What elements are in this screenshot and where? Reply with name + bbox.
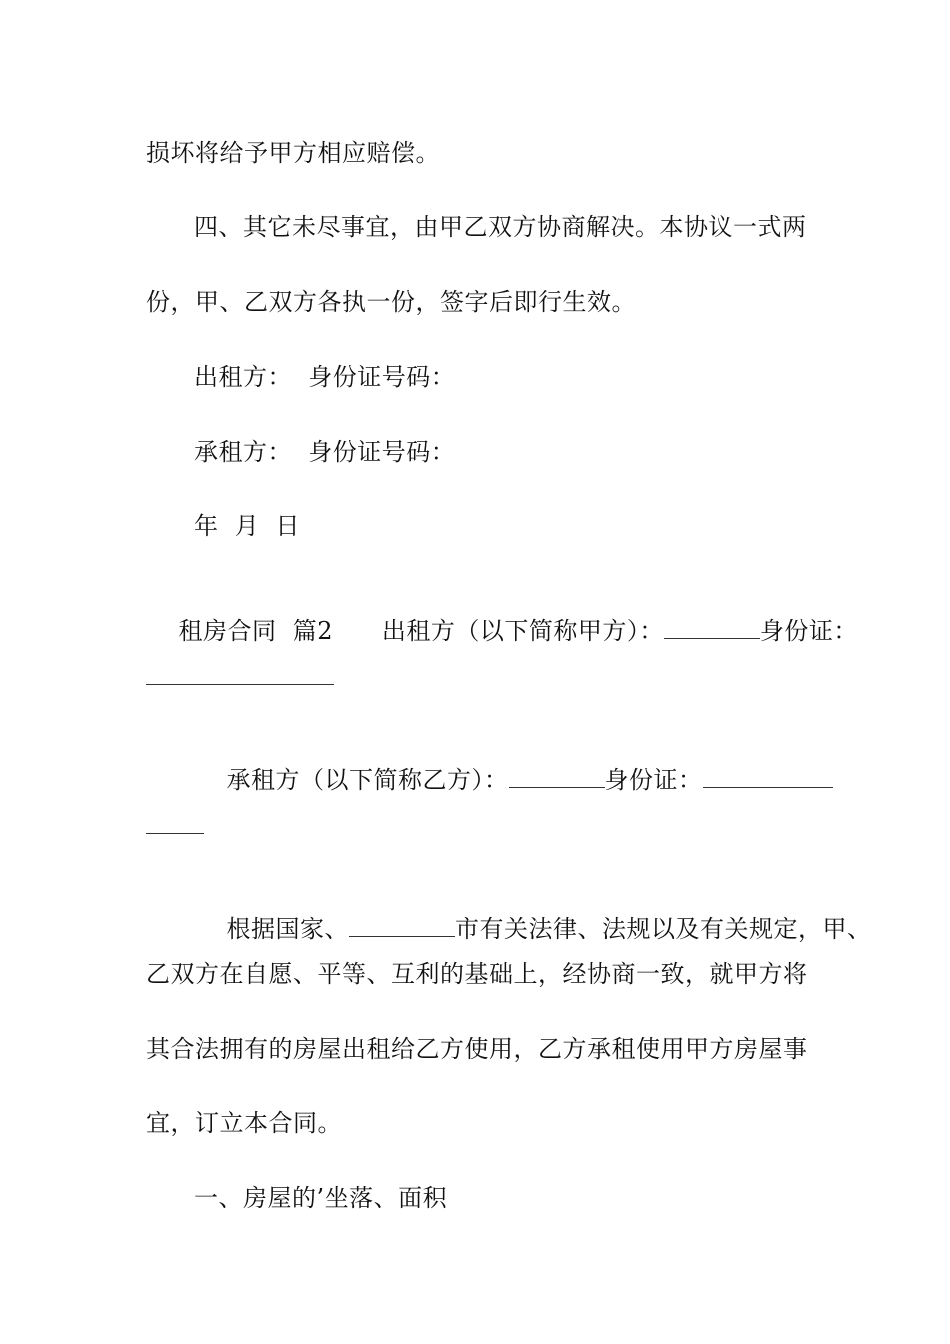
lessee-id-blank-continued: [146, 833, 204, 834]
lessee-id-blank: [703, 765, 833, 788]
date-line: 年 月 日: [194, 512, 301, 540]
contract-heading-line: [146, 586, 858, 676]
lessor-name-blank: [664, 616, 760, 639]
paragraph-line: 份，甲、乙双方各执一份，签字后即行生效。: [146, 288, 636, 316]
id-label: 身份证：: [759, 617, 858, 645]
lessor-id-blank: [146, 684, 334, 685]
paragraph-line: 宜，订立本合同。: [146, 1109, 342, 1137]
paragraph-line: 损坏将给予甲方相应赔偿。: [146, 139, 440, 167]
basis-text-end: 市有关法律、法规以及有关规定，甲、: [455, 915, 872, 943]
lessee-name-blank: [509, 765, 605, 788]
id-label: 身份证：: [604, 766, 703, 794]
paragraph-line: 其合法拥有的房屋出租给乙方使用，乙方承租使用甲方房屋事: [146, 1035, 808, 1063]
lessor-id-line: 出租方： 身份证号码：: [194, 363, 456, 391]
clause-four-line: 四、其它未尽事宜，由甲乙双方协商解决。本协议一式两: [194, 213, 807, 241]
lessee-id-line: 承租方： 身份证号码：: [194, 438, 456, 466]
city-blank: [349, 914, 455, 937]
basis-text-start: 根据国家、: [226, 915, 350, 943]
paragraph-line: 乙双方在自愿、平等、互利的基础上，经协商一致，就甲方将: [146, 960, 808, 988]
lessee-line: [194, 735, 830, 825]
lessee-label: 承租方（以下简称乙方）：: [226, 766, 509, 794]
contract-heading-text: 租房合同 篇2 出租方（以下简称甲方）：: [178, 617, 664, 645]
section-one-heading: 一、房屋的’坐落、面积: [194, 1184, 448, 1212]
